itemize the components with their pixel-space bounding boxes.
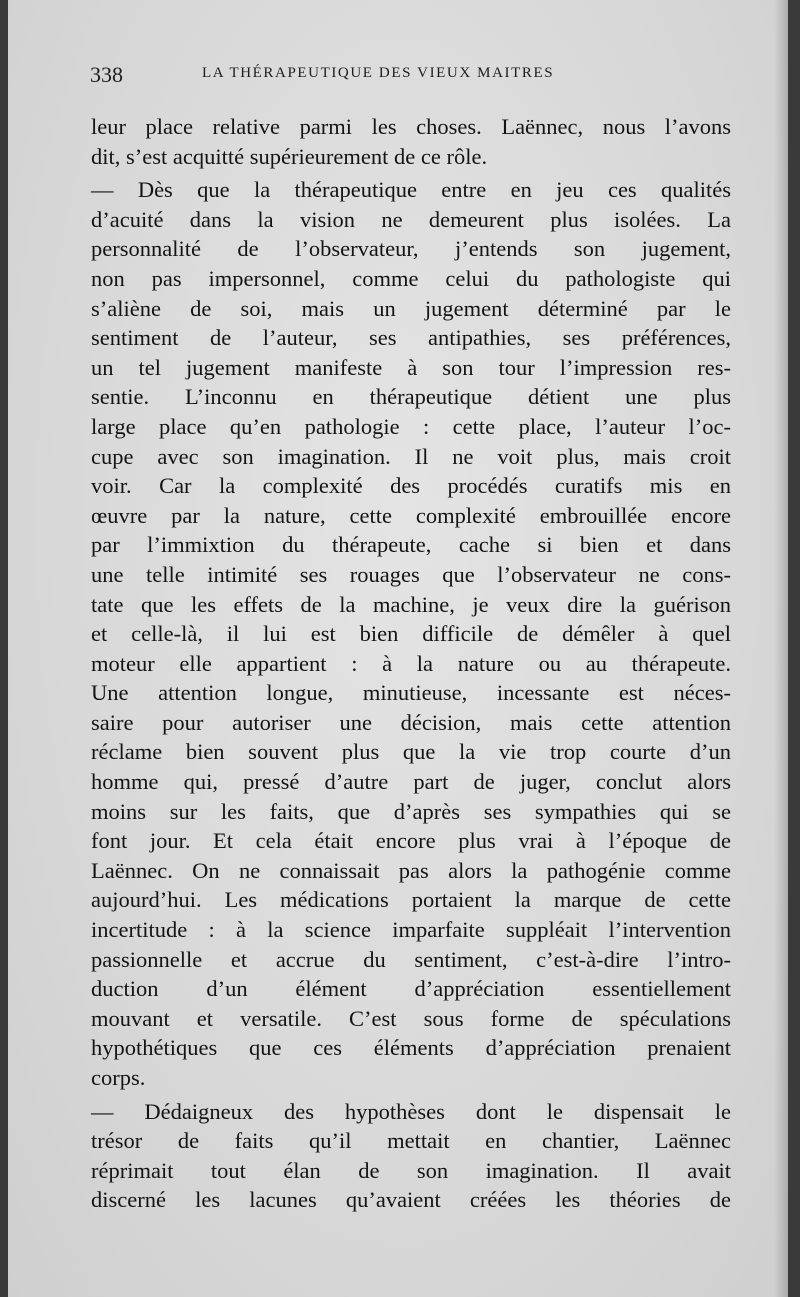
text-line: corps. — [91, 1065, 146, 1090]
page-header — [90, 62, 730, 88]
text-line: discerné les lacunes qu’avaient créées les théories de — [91, 1187, 731, 1213]
text-line: font jour. Et cela était encore plus vrai à l’époque de — [91, 828, 731, 854]
book-page — [8, 0, 788, 1297]
text-line: s’aliène de soi, mais un jugement déterminé par le — [91, 295, 731, 321]
text-line: dit, s’est acquitté supérieurement de ce rôle. — [91, 143, 488, 169]
page-number: 338 — [90, 62, 123, 87]
text-line: leur place relative parmi les choses. Laënnec, nous l’avons — [91, 114, 731, 139]
text-line: un tel jugement manifeste à son tour l’impression res- — [91, 354, 731, 380]
body-text — [91, 112, 731, 1215]
text-line: passionnelle et accrue du sentiment, c’est-à-dire l’intro- — [91, 946, 731, 972]
paragraph — [91, 1097, 731, 1215]
text-line: Laënnec. On ne connaissait pas alors la pathogénie comme — [91, 857, 731, 883]
text-line: voir. Car la complexité des procédés curatifs mis en — [91, 473, 731, 499]
text-line: mouvant et versatile. C’est sous forme de spéculations — [91, 1005, 731, 1031]
text-line: tate que les effets de la machine, je veux dire la guérison — [91, 591, 731, 617]
paragraph — [91, 112, 731, 171]
text-line: Une attention longue, minutieuse, incessante est néces- — [91, 680, 731, 706]
text-line: œuvre par la nature, cette complexité embrouillée encore — [91, 502, 731, 528]
text-line: aujourd’hui. Les médications portaient la marque de cette — [91, 887, 731, 913]
text-line: personnalité de l’observateur, j’entends son jugement, — [91, 236, 731, 262]
text-line: hypothétiques que ces éléments d’appréciation prenaient — [91, 1035, 731, 1061]
text-line: non pas impersonnel, comme celui du pathologiste qui — [91, 265, 731, 291]
text-line: sentiment de l’auteur, ses antipathies, ses préférences, — [91, 325, 731, 351]
page-edge-shadow — [774, 0, 788, 1297]
text-line: une telle intimité ses rouages que l’observateur ne cons- — [91, 561, 731, 587]
text-line: moins sur les faits, que d’après ses sympathies qui se — [91, 798, 731, 824]
text-line: — Dédaigneux des hypothèses dont le dispensait le — [91, 1098, 731, 1124]
text-line: d’acuité dans la vision ne demeurent plus isolées. La — [91, 206, 731, 232]
text-line: saire pour autoriser une décision, mais cette attention — [91, 709, 731, 735]
text-line: homme qui, pressé d’autre part de juger, conclut alors — [91, 769, 731, 795]
paragraph — [91, 175, 731, 1092]
text-line: cupe avec son imagination. Il ne voit plus, mais croit — [91, 443, 731, 469]
text-line: sentie. L’inconnu en thérapeutique détient une plus — [91, 384, 731, 410]
text-line: réprimait tout élan de son imagination. Il avait — [91, 1157, 731, 1183]
text-line: réclame bien souvent plus que la vie trop courte d’un — [91, 739, 731, 765]
text-line: moteur elle appartient : à la nature ou au thérapeute. — [91, 650, 731, 676]
text-line: trésor de faits qu’il mettait en chantier, Laënnec — [91, 1128, 731, 1154]
running-title: LA THÉRAPEUTIQUE DES VIEUX MAITRES — [202, 65, 555, 81]
text-line: et celle-là, il lui est bien difficile de démêler à quel — [91, 621, 731, 647]
text-line: large place qu’en pathologie : cette place, l’auteur l’oc- — [91, 413, 731, 439]
text-line: par l’immixtion du thérapeute, cache si bien et dans — [91, 532, 731, 558]
text-line: — Dès que la thérapeutique entre en jeu ces qualités — [91, 177, 731, 203]
text-line: duction d’un élément d’appréciation essentiellement — [91, 976, 731, 1002]
text-line: incertitude : à la science imparfaite suppléait l’intervention — [91, 917, 731, 943]
